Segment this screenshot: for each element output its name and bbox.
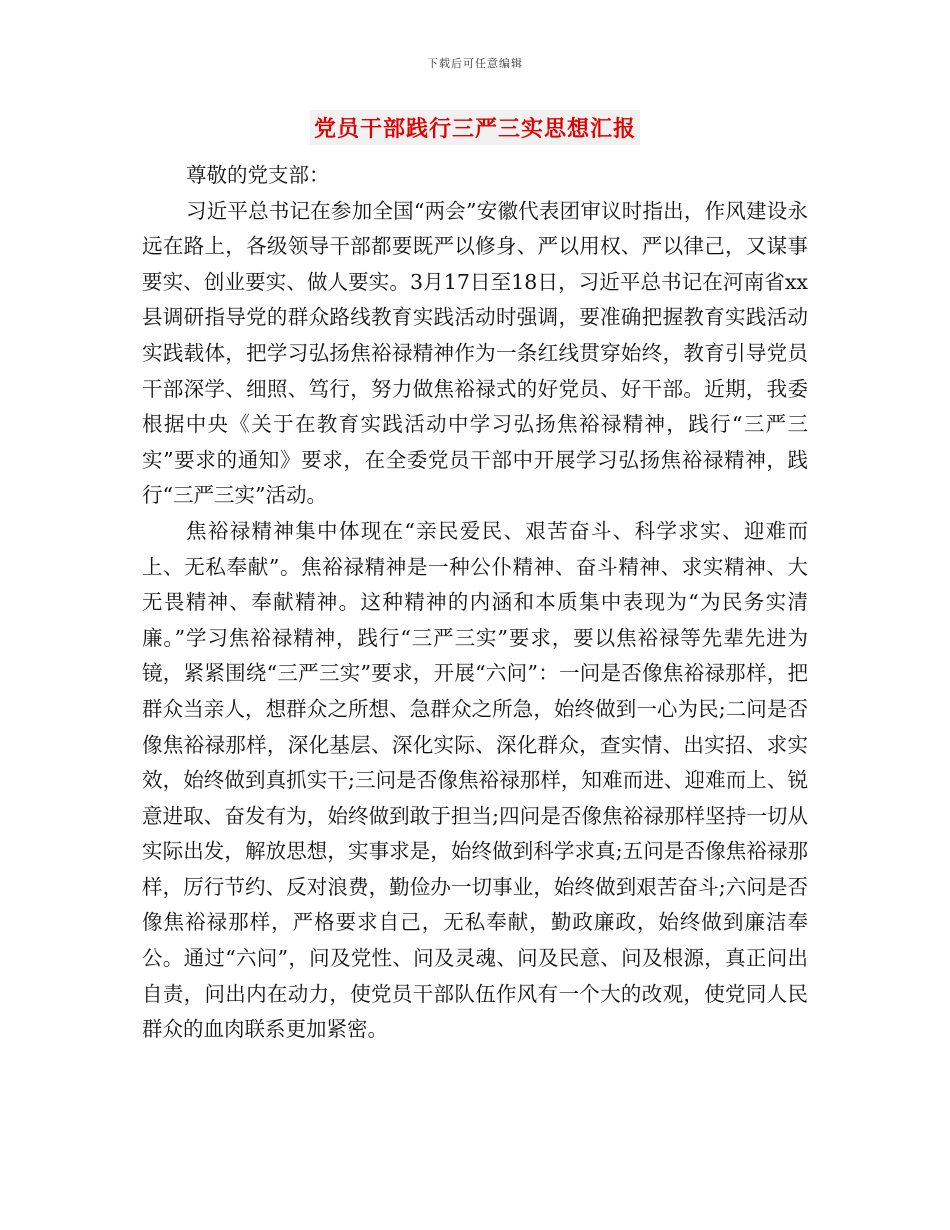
- salutation: 尊敬的党支部：: [186, 163, 330, 187]
- document-title: 党员干部践行三严三实思想汇报: [310, 110, 640, 145]
- document-body: [142, 158, 808, 1048]
- paragraph-1: 习近平总书记在参加全国“两会”安徽代表团审议时指出，作风建设永远在路上，各级领导干部都要既严以修身、严以用权、严以律己，又谋事要实、创业要实、做人要实。3月17日至18日，习近平总书记在河南省xx县调研指导党的群众路线教育实践活动时强调，要准确把握教育实践活动实践载体，把学习弘扬焦裕禄精神作为一条红线贯穿始终，教育引导党员干部深学、细照、笃行，努力做焦裕禄式的好党员、好干部。近期，我委根据中央《关于在教育实践活动中学习弘扬焦裕禄精神，践行“三严三实”要求的通知》要求，在全委党员干部中开展学习弘扬焦裕禄精神，践行“三严三实”活动。: [142, 198, 808, 508]
- paragraph-2: 焦裕禄精神集中体现在“亲民爱民、艰苦奋斗、科学求实、迎难而上、无私奉献”。焦裕禄精神是一种公仆精神、奋斗精神、求实精神、大无畏精神、奉献精神。这种精神的内涵和本质集中表现为“为民务实清廉。”学习焦裕禄精神，践行“三严三实”要求，要以焦裕禄等先辈先进为镜，紧紧围绕“三严三实”要求，开展“六问”：一问是否像焦裕禄那样，把群众当亲人，想群众之所想、急群众之所急，始终做到一心为民;二问是否像焦裕禄那样，深化基层、深化实际、深化群众，查实情、出实招、求实效，始终做到真抓实干;三问是否像焦裕禄那样，知难而进、迎难而上、锐意进取、奋发有为，始终做到敢于担当;四问是否像焦裕禄那样坚持一切从实际出发，解放思想，实事求是，始终做到科学求真;五问是否像焦裕禄那样，厉行节约、反对浪费，勤俭办一切事业，始终做到艰苦奋斗;六问是否像焦裕禄那样，严格要求自己，无私奉献，勤政廉政，始终做到廉洁奉公。通过“六问”，问及党性、问及灵魂、问及民意、问及根源，真正问出自责，问出内在动力，使党员干部队伍作风有一个大的改观，使党同人民群众的血肉联系更加紧密。: [142, 518, 808, 1042]
- page-header-note: 下载后可任意编辑: [427, 57, 523, 70]
- title-container: [0, 110, 950, 145]
